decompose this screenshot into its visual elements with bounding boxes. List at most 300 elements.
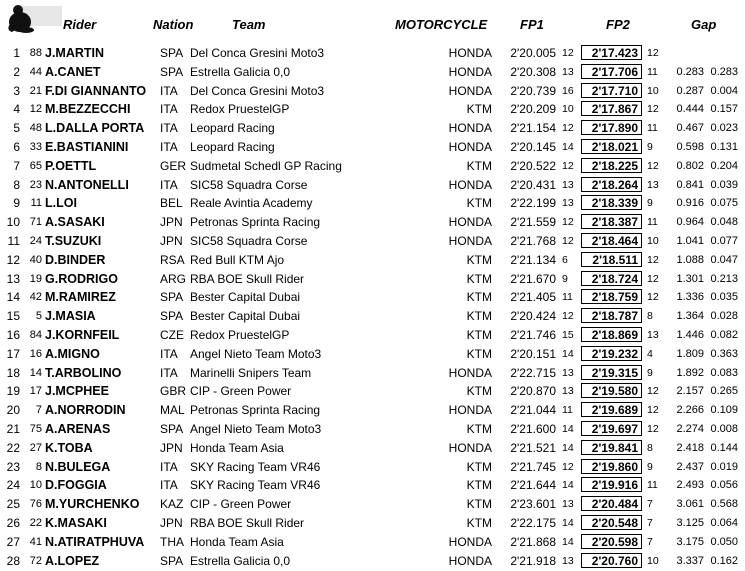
position: 28 xyxy=(6,553,20,568)
fp1-time: 2'20.005 xyxy=(510,46,556,60)
nation-code: ITA xyxy=(160,121,178,136)
team-name: Sudmetal Schedl GP Racing xyxy=(190,158,342,173)
fp1-laps: 13 xyxy=(562,197,574,210)
position: 12 xyxy=(6,252,20,267)
nation-code: SPA xyxy=(160,553,184,568)
rider-name: A.NORRODIN xyxy=(45,403,126,418)
gap-to-previous: 0.028 xyxy=(710,310,738,323)
motorcycle-brand: HONDA xyxy=(448,121,492,136)
nation-code: CZE xyxy=(160,327,184,342)
nation-code: ITA xyxy=(160,365,178,380)
fp2-time: 2'18.339 xyxy=(581,195,642,210)
rider-name: P.OETTL xyxy=(45,158,97,173)
fp1-laps: 14 xyxy=(562,516,574,529)
fp2-laps: 12 xyxy=(647,272,659,285)
fp1-laps: 11 xyxy=(562,291,573,304)
nation-code: ITA xyxy=(160,478,178,493)
gap-to-previous: 0.131 xyxy=(710,140,738,153)
fp2-laps: 12 xyxy=(647,103,659,116)
motorcycle-brand: KTM xyxy=(466,327,492,342)
fp2-laps: 10 xyxy=(647,234,659,247)
fp1-laps: 12 xyxy=(562,234,574,247)
fp2-laps: 11 xyxy=(647,122,658,135)
motorcycle-brand: HONDA xyxy=(448,233,492,248)
position: 2 xyxy=(13,64,20,79)
rider-name: T.SUZUKI xyxy=(45,233,102,248)
fp2-time: 2'18.264 xyxy=(581,177,642,192)
header-gap: Gap xyxy=(691,17,717,32)
table-row xyxy=(0,439,745,458)
team-name: Redox PruestelGP xyxy=(190,327,290,342)
fp2-laps: 13 xyxy=(647,328,659,341)
fp2-time: 2'18.787 xyxy=(581,308,642,323)
gap-to-first: 1.446 xyxy=(676,328,704,341)
fp1-laps: 10 xyxy=(562,103,574,116)
table-row xyxy=(0,401,745,420)
team-name: Estrella Galicia 0,0 xyxy=(190,553,291,568)
motorcycle-brand: HONDA xyxy=(448,215,492,230)
gap-to-first: 2.418 xyxy=(676,441,704,454)
table-row xyxy=(0,382,745,401)
fp1-time: 2'21.918 xyxy=(510,553,556,568)
fp1-time: 2'20.424 xyxy=(510,309,556,324)
table-row xyxy=(0,270,745,289)
fp2-laps: 12 xyxy=(647,422,659,435)
gap-to-previous: 0.363 xyxy=(710,347,738,360)
header-nation: Nation xyxy=(153,17,194,32)
motorcycle-brand: HONDA xyxy=(448,440,492,455)
nation-code: ITA xyxy=(160,177,178,192)
rider-number: 19 xyxy=(29,272,42,285)
gap-to-first: 3.125 xyxy=(676,516,704,529)
gap-to-previous: 0.144 xyxy=(710,441,738,454)
gap-to-previous: 0.056 xyxy=(710,479,738,492)
fp2-time: 2'19.916 xyxy=(581,477,642,492)
nation-code: ITA xyxy=(160,102,178,117)
header-team: Team xyxy=(232,17,266,32)
rider-name: M.YURCHENKO xyxy=(45,497,140,512)
gap-to-first: 1.892 xyxy=(676,366,704,379)
motorcycle-brand: KTM xyxy=(466,421,492,436)
motorcycle-brand: KTM xyxy=(466,252,492,267)
rider-name: M.RAMIREZ xyxy=(45,290,116,305)
fp1-time: 2'21.868 xyxy=(510,534,556,549)
position: 5 xyxy=(13,121,20,136)
rider-number: 72 xyxy=(29,554,42,567)
motorcycle-brand: HONDA xyxy=(448,534,492,549)
nation-code: MAL xyxy=(160,403,185,418)
rider-number: 7 xyxy=(35,404,42,417)
position: 21 xyxy=(6,421,20,436)
fp1-time: 2'20.308 xyxy=(510,64,556,79)
gap-to-first: 2.157 xyxy=(676,385,704,398)
fp1-laps: 12 xyxy=(562,216,574,229)
rider-number: 24 xyxy=(29,234,42,247)
gap-to-previous: 0.283 xyxy=(710,65,738,78)
gap-to-first: 0.841 xyxy=(676,178,704,191)
rider-number: 42 xyxy=(29,291,42,304)
nation-code: ITA xyxy=(160,459,178,474)
fp2-time: 2'17.423 xyxy=(581,45,642,60)
fp1-time: 2'21.644 xyxy=(510,478,556,493)
fp2-time: 2'18.464 xyxy=(581,233,642,248)
fp1-time: 2'21.768 xyxy=(510,233,556,248)
gap-to-first: 0.916 xyxy=(676,197,704,210)
fp2-laps: 8 xyxy=(647,310,653,323)
fp2-time: 2'18.869 xyxy=(581,327,642,342)
motorcycle-brand: KTM xyxy=(466,384,492,399)
team-name: RBA BOE Skull Rider xyxy=(190,271,305,286)
motorcycle-brand: KTM xyxy=(466,497,492,512)
table-row xyxy=(0,44,745,63)
nation-code: GER xyxy=(160,158,187,173)
fp2-time: 2'19.232 xyxy=(581,346,642,361)
table-header xyxy=(0,0,745,40)
rider-number: 16 xyxy=(29,347,42,360)
gap-to-previous: 0.048 xyxy=(710,216,738,229)
table-row xyxy=(0,232,745,251)
table-row xyxy=(0,326,745,345)
table-row xyxy=(0,63,745,82)
rider-name: E.BASTIANINI xyxy=(45,139,129,154)
header-motorcycle: MOTORCYCLE xyxy=(395,17,488,32)
team-name: Estrella Galicia 0,0 xyxy=(190,64,291,79)
gap-to-first: 1.364 xyxy=(676,310,704,323)
nation-code: SPA xyxy=(160,290,184,305)
gap-to-previous: 0.050 xyxy=(710,535,738,548)
motorcycle-brand: HONDA xyxy=(448,553,492,568)
motorcycle-brand: HONDA xyxy=(448,46,492,60)
fp1-time: 2'21.405 xyxy=(510,290,556,305)
fp2-time: 2'18.724 xyxy=(581,271,642,286)
motorcycle-brand: HONDA xyxy=(448,64,492,79)
table-row xyxy=(0,157,745,176)
nation-code: SPA xyxy=(160,46,184,60)
team-name: Red Bull KTM Ajo xyxy=(190,252,285,267)
position: 25 xyxy=(6,497,20,512)
fp2-time: 2'20.760 xyxy=(581,553,642,568)
nation-code: SPA xyxy=(160,309,184,324)
fp2-time: 2'19.860 xyxy=(581,459,642,474)
fp1-time: 2'21.134 xyxy=(510,252,556,267)
table-row xyxy=(0,533,745,552)
rider-name: T.ARBOLINO xyxy=(45,365,122,380)
team-name: Leopard Racing xyxy=(190,121,275,136)
motorcycle-rider-icon xyxy=(4,4,62,34)
rider-name: A.SASAKI xyxy=(45,215,105,230)
fp1-time: 2'22.199 xyxy=(510,196,556,211)
gap-to-first: 2.266 xyxy=(676,404,704,417)
fp1-time: 2'21.600 xyxy=(510,421,556,436)
team-name: Reale Avintia Academy xyxy=(190,196,313,211)
fp2-time: 2'20.598 xyxy=(581,534,642,549)
table-row xyxy=(0,307,745,326)
fp2-laps: 12 xyxy=(647,159,659,172)
gap-to-first: 0.283 xyxy=(676,65,704,78)
fp1-time: 2'21.559 xyxy=(510,215,556,230)
gap-to-first: 0.444 xyxy=(676,103,704,116)
fp1-time: 2'20.739 xyxy=(510,83,556,98)
motorcycle-brand: KTM xyxy=(466,459,492,474)
motorcycle-brand: HONDA xyxy=(448,83,492,98)
motorcycle-brand: KTM xyxy=(466,271,492,286)
table-row xyxy=(0,495,745,514)
fp2-laps: 12 xyxy=(647,47,659,59)
rider-name: A.ARENAS xyxy=(45,421,111,436)
header-rider: Rider xyxy=(63,17,97,32)
gap-to-first: 1.301 xyxy=(676,272,704,285)
rider-number: 88 xyxy=(29,47,42,59)
rider-number: 14 xyxy=(29,366,42,379)
fp1-laps: 13 xyxy=(562,65,574,78)
table-row xyxy=(0,476,745,495)
gap-to-previous: 0.035 xyxy=(710,291,738,304)
fp2-laps: 11 xyxy=(647,216,658,229)
rider-name: L.LOI xyxy=(45,196,77,211)
nation-code: JPN xyxy=(160,440,183,455)
rider-name: L.DALLA PORTA xyxy=(45,121,145,136)
team-name: Bester Capital Dubai xyxy=(190,290,301,305)
gap-to-previous: 0.265 xyxy=(710,385,738,398)
fp1-laps: 12 xyxy=(562,122,574,135)
fp1-time: 2'20.522 xyxy=(510,158,556,173)
fp1-laps: 11 xyxy=(562,404,573,417)
rider-number: 17 xyxy=(29,385,42,398)
fp2-time: 2'20.484 xyxy=(581,496,642,511)
fp1-laps: 13 xyxy=(562,498,574,511)
fp2-time: 2'17.867 xyxy=(581,101,642,116)
rider-name: J.MARTIN xyxy=(45,46,105,60)
header-fp2: FP2 xyxy=(606,17,630,32)
position: 1 xyxy=(13,46,20,60)
rider-name: K.TOBA xyxy=(45,440,93,455)
nation-code: ITA xyxy=(160,346,178,361)
fp1-laps: 14 xyxy=(562,479,574,492)
motorcycle-brand: KTM xyxy=(466,290,492,305)
gap-to-first: 1.041 xyxy=(676,234,704,247)
gap-to-previous: 0.064 xyxy=(710,516,738,529)
table-row xyxy=(0,100,745,119)
rider-number: 65 xyxy=(29,159,42,172)
motorcycle-brand: HONDA xyxy=(448,403,492,418)
fp1-laps: 13 xyxy=(562,366,574,379)
team-name: Honda Team Asia xyxy=(190,534,284,549)
position: 17 xyxy=(6,346,20,361)
team-name: SIC58 Squadra Corse xyxy=(190,233,308,248)
motorcycle-brand: KTM xyxy=(466,309,492,324)
fp2-time: 2'19.697 xyxy=(581,421,642,436)
team-name: CIP - Green Power xyxy=(190,497,292,512)
fp2-laps: 7 xyxy=(647,535,653,548)
position: 19 xyxy=(6,384,20,399)
rider-name: M.BEZZECCHI xyxy=(45,102,131,117)
gap-to-previous: 0.047 xyxy=(710,253,738,266)
motorcycle-brand: HONDA xyxy=(448,177,492,192)
gap-to-previous: 0.083 xyxy=(710,366,738,379)
fp2-laps: 10 xyxy=(647,554,659,567)
rider-number: 76 xyxy=(29,498,42,511)
fp1-time: 2'21.670 xyxy=(510,271,556,286)
motorcycle-brand: KTM xyxy=(466,346,492,361)
fp2-time: 2'19.315 xyxy=(581,365,642,380)
rider-name: J.KORNFEIL xyxy=(45,327,120,342)
fp1-laps: 15 xyxy=(562,328,574,341)
table-row xyxy=(0,552,745,571)
gap-to-first: 3.061 xyxy=(676,498,704,511)
table-row xyxy=(0,213,745,232)
rider-number: 48 xyxy=(29,122,42,135)
fp2-time: 2'19.689 xyxy=(581,402,642,417)
nation-code: ARG xyxy=(160,271,187,286)
gap-to-first: 0.964 xyxy=(676,216,704,229)
gap-to-previous: 0.082 xyxy=(710,328,738,341)
rider-name: N.ATIRATPHUVA xyxy=(45,534,145,549)
fp1-laps: 14 xyxy=(562,535,574,548)
fp2-time: 2'18.759 xyxy=(581,289,642,304)
fp2-time: 2'18.225 xyxy=(581,158,642,173)
fp2-laps: 12 xyxy=(647,404,659,417)
position: 10 xyxy=(6,215,20,230)
fp1-laps: 13 xyxy=(562,554,574,567)
fp1-time: 2'21.746 xyxy=(510,327,556,342)
fp2-laps: 9 xyxy=(647,197,653,210)
rider-number: 21 xyxy=(29,84,42,97)
rider-name: K.MASAKI xyxy=(45,515,107,530)
table-row xyxy=(0,138,745,157)
gap-to-previous: 0.109 xyxy=(710,404,738,417)
rider-number: 75 xyxy=(29,422,42,435)
table-row xyxy=(0,119,745,138)
gap-to-previous: 0.077 xyxy=(710,234,738,247)
table-row xyxy=(0,288,745,307)
position: 27 xyxy=(6,534,20,549)
gap-to-first: 2.493 xyxy=(676,479,704,492)
fp2-laps: 11 xyxy=(647,65,658,78)
gap-to-previous: 0.568 xyxy=(710,498,738,511)
nation-code: GBR xyxy=(160,384,187,399)
nation-code: RSA xyxy=(160,252,185,267)
nation-code: ITA xyxy=(160,83,178,98)
fp2-time: 2'17.706 xyxy=(581,64,642,79)
position: 15 xyxy=(6,309,20,324)
rider-name: N.BULEGA xyxy=(45,459,111,474)
table-row xyxy=(0,364,745,383)
fp2-laps: 7 xyxy=(647,516,653,529)
fp2-laps: 11 xyxy=(647,479,658,492)
gap-to-previous: 0.039 xyxy=(710,178,738,191)
nation-code: ITA xyxy=(160,139,178,154)
gap-to-first: 0.598 xyxy=(676,140,704,153)
fp2-time: 2'18.021 xyxy=(581,139,642,154)
fp1-time: 2'20.870 xyxy=(510,384,556,399)
motorcycle-brand: KTM xyxy=(466,158,492,173)
fp1-time: 2'20.209 xyxy=(510,102,556,117)
team-name: SKY Racing Team VR46 xyxy=(190,478,321,493)
rider-name: N.ANTONELLI xyxy=(45,177,129,192)
fp2-laps: 4 xyxy=(647,347,653,360)
team-name: Del Conca Gresini Moto3 xyxy=(190,46,325,60)
fp1-laps: 14 xyxy=(562,347,574,360)
fp2-time: 2'17.710 xyxy=(581,83,642,98)
team-name: Del Conca Gresini Moto3 xyxy=(190,83,325,98)
fp2-time: 2'17.890 xyxy=(581,120,642,135)
fp2-laps: 8 xyxy=(647,441,653,454)
position: 14 xyxy=(6,290,20,305)
fp1-laps: 12 xyxy=(562,310,574,323)
rider-name: A.MIGNO xyxy=(45,346,100,361)
nation-code: JPN xyxy=(160,233,183,248)
position: 13 xyxy=(6,271,20,286)
fp1-time: 2'22.175 xyxy=(510,515,556,530)
position: 3 xyxy=(13,83,20,98)
fp1-laps: 13 xyxy=(562,385,574,398)
table-row xyxy=(0,514,745,533)
fp2-time: 2'20.548 xyxy=(581,515,642,530)
rider-number: 71 xyxy=(29,216,42,229)
gap-to-first: 1.809 xyxy=(676,347,704,360)
fp1-laps: 12 xyxy=(562,460,574,473)
motorcycle-brand: HONDA xyxy=(448,365,492,380)
position: 11 xyxy=(7,233,20,248)
nation-code: SPA xyxy=(160,421,184,436)
nation-code: KAZ xyxy=(160,497,184,512)
position: 8 xyxy=(13,177,20,192)
position: 4 xyxy=(13,102,20,117)
nation-code: SPA xyxy=(160,64,184,79)
gap-to-first: 0.802 xyxy=(676,159,704,172)
table-row xyxy=(0,176,745,195)
gap-to-previous: 0.213 xyxy=(710,272,738,285)
rider-name: F.DI GIANNANTO xyxy=(45,83,147,98)
fp1-time: 2'21.154 xyxy=(510,121,556,136)
rider-number: 12 xyxy=(29,103,42,116)
fp1-laps: 16 xyxy=(562,84,574,97)
gap-to-previous: 0.004 xyxy=(710,84,738,97)
gap-to-first: 2.274 xyxy=(676,422,704,435)
fp2-laps: 12 xyxy=(647,291,659,304)
position: 23 xyxy=(6,459,20,474)
gap-to-first: 3.175 xyxy=(676,535,704,548)
position: 16 xyxy=(6,327,20,342)
team-name: SKY Racing Team VR46 xyxy=(190,459,321,474)
gap-to-first: 1.088 xyxy=(676,253,704,266)
motorcycle-brand: KTM xyxy=(466,196,492,211)
motorcycle-brand: HONDA xyxy=(448,139,492,154)
position: 20 xyxy=(6,403,20,418)
rider-number: 10 xyxy=(29,479,42,492)
table-row xyxy=(0,82,745,101)
team-name: Bester Capital Dubai xyxy=(190,309,301,324)
team-name: Petronas Sprinta Racing xyxy=(190,215,321,230)
rider-number: 41 xyxy=(29,535,42,548)
position: 18 xyxy=(6,365,20,380)
gap-to-first: 0.287 xyxy=(676,84,704,97)
rider-name: J.MCPHEE xyxy=(45,384,109,399)
rider-name: D.BINDER xyxy=(45,252,106,267)
team-name: Honda Team Asia xyxy=(190,440,284,455)
team-name: SIC58 Squadra Corse xyxy=(190,177,308,192)
fp2-laps: 9 xyxy=(647,366,653,379)
fp1-laps: 6 xyxy=(562,253,568,266)
fp1-laps: 12 xyxy=(562,47,574,59)
fp1-time: 2'21.521 xyxy=(510,440,556,455)
fp2-laps: 9 xyxy=(647,460,653,473)
rider-number: 22 xyxy=(29,516,42,529)
rider-name: A.CANET xyxy=(45,64,101,79)
rider-number: 84 xyxy=(29,328,42,341)
fp1-time: 2'20.431 xyxy=(510,177,556,192)
fp1-laps: 14 xyxy=(562,422,574,435)
